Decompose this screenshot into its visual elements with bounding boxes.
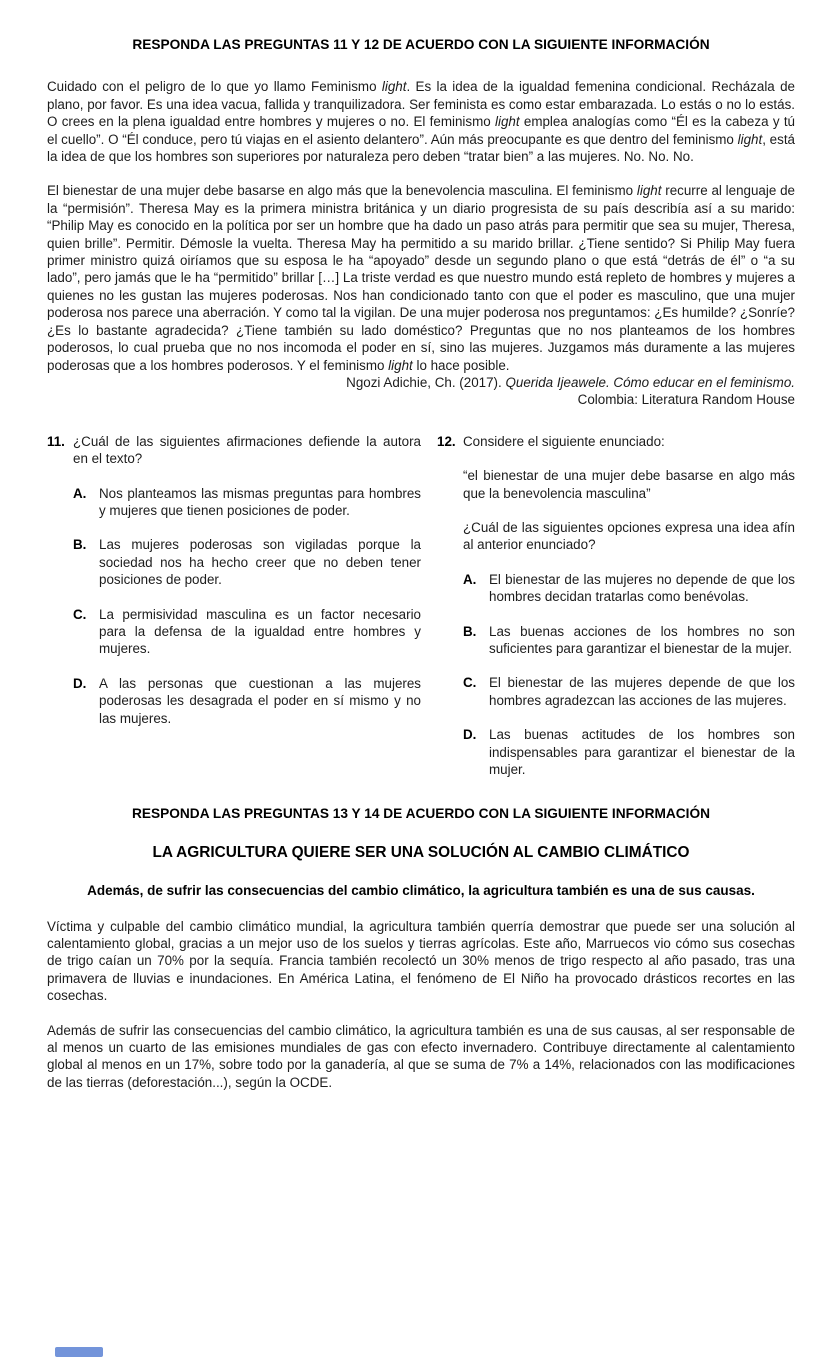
option-letter: B. [463,623,477,639]
option-text: A las personas que cuestionan a las mujeres poderosas les desagrada el poder en sí mismo y no las mujeres. [99,675,421,726]
passage-paragraph-2: El bienestar de una mujer debe basarse en algo más que la benevolencia masculina. El feminismo light recurre al lenguaje de la “permisión”. Theresa May es la primera ministra británica y un diario progresista de su país describía así a su marido: “Philip May es conocido en la política por ser un hombre que ha dado un paso atrás para permitir que sea su mujer, Theresa, quien brille”. Permitir. Démosle la vuelta. Theresa May ha permitido a su marido brillar. ¿Tiene sentido? Si Philip May fuera primer ministro quizá oiríamos que su esposa le ha “apoyado” desde un segundo plano o que está “detrás de él” o “a su lado”, pero jamás que le ha “permitido” brillar […] La triste verdad es que nuestro mundo está repleto de hombres y mujeres a quienes no les gustan las mujeres poderosas. Nos han condicionado tanto con que el poder es masculino, que una mujer poderosa nos parece una aberración. Y como tal la vigilan. De una mujer poderosa nos preguntamos: ¿Es humilde? ¿Sonríe? ¿Es lo bastante agradecida? ¿Tiene también su lado doméstico? Preguntas que no nos planteamos de los hombres poderosos, lo cual prueba que no nos incomoda el poder en sí, sino las mujeres. Juzgamos más duramente a las mujeres poderosas que a los hombres poderosos. Y el feminismo light lo hace posible. [47,183,795,373]
questions-row [47,433,795,779]
option-letter: C. [463,675,477,691]
article-subtitle: Además, de sufrir las consecuencias del cambio climático, la agricultura también es una de sus causas. [87,883,755,899]
option-text: Las buenas acciones de los hombres no son suficientes para garantizar el bienestar de la mujer. [489,623,795,656]
question-11-option-d [47,675,421,727]
option-text: Las mujeres poderosas son vigiladas porque la sociedad nos ha hecho creer que no deben tener posiciones de poder. [99,537,421,588]
option-letter: B. [73,537,87,553]
citation-publisher-line: Colombia: Literatura Random House [577,392,795,408]
question-11-option-c [47,606,421,658]
question-12-option-b [437,623,795,658]
option-letter: D. [73,675,87,691]
question-11-option-a [47,485,421,520]
partial-blue-element[interactable] [55,1347,103,1357]
option-letter: A. [463,571,477,587]
section-header-13-14: RESPONDA LAS PREGUNTAS 13 Y 14 DE ACUERDO CON LA SIGUIENTE INFORMACIÓN [132,806,710,822]
question-12-prompt-2: ¿Cuál de las siguientes opciones expresa una idea afín al anterior enunciado? [463,519,795,553]
section-13-14 [47,805,795,1091]
question-11-option-b [47,536,421,588]
question-12 [437,433,795,779]
option-text: El bienestar de las mujeres no depende de que los hombres decidan tratarlas como benévolas. [489,571,795,605]
question-12-prompt: Considere el siguiente enunciado: [463,433,665,449]
option-text: Nos planteamos las mismas preguntas para hombres y mujeres que tienen posiciones de poder. [99,485,421,518]
question-12-option-d [437,726,795,778]
option-text: La permisividad masculina es un factor necesario para la defensa de la igualdad entre hombres y mujeres. [99,606,421,657]
question-12-number: 12. [437,433,456,449]
article-paragraph-1: Víctima y culpable del cambio climático mundial, la agricultura también querría demostrar que puede ser una solución al calentamiento global, gracias a un mejor uso de los suelos y tierras agrícolas. Este año, Marruecos vio cómo sus cosechas de trigo caían un 70% por la sequía. Francia también recolectó un 30% menos de trigo respecto al año pasado, tras una primavera de lluvias e inundaciones. En América Latina, el fenómeno de El Niño ha provocado drásticos recortes en las cosechas. [47,918,795,1004]
option-text: Las buenas actitudes de los hombres son indispensables para garantizar el bienestar de la mujer. [489,727,795,777]
question-11-number: 11. [47,433,65,449]
question-11-prompt: ¿Cuál de las siguientes afirmaciones defiende la autora en el texto? [73,433,421,467]
question-12-quote: “el bienestar de una mujer debe basarse en algo más que la benevolencia masculina” [463,468,795,501]
citation-author-line: Ngozi Adichie, Ch. (2017). Querida Ijeawele. Cómo educar en el feminismo. [346,374,795,390]
article-title: LA AGRICULTURA QUIERE SER UNA SOLUCIÓN AL CAMBIO CLIMÁTICO [152,843,690,861]
option-letter: A. [73,485,87,501]
question-12-option-c [437,674,795,709]
question-11 [47,433,421,779]
option-letter: C. [73,606,87,622]
passage-paragraph-1: Cuidado con el peligro de lo que yo llamo Feminismo light. Es la idea de la igualdad femenina condicional. Recházala de plano, por favor. Es una idea vacua, fallida y tranquilizadora. Ser feminista es como estar embarazada. Lo estás o no lo estás. O crees en la plena igualdad entre hombres y mujeres o no. El feminismo light emplea analogías como “Él es la cabeza y tú el cuello”. O “Él conduce, pero tú viajas en el asiento delantero”. Aún más preocupante es que dentro del feminismo light, está la idea de que los hombres son superiores por naturaleza pero deben “tratar bien” a las mujeres. No. No. No. [47,79,795,165]
article-paragraph-2: Además de sufrir las consecuencias del cambio climático, la agricultura también es una de sus causas, al ser responsable de al menos un cuarto de las emisiones mundiales de gas con efecto invernadero. Contribuye directamente al calentamiento global al menos en un 17%, sobre todo por la ganadería, al que se suma de 7% a 14%, relacionados con las modificaciones de las tierras (deforestación...), según la OCDE. [47,1022,795,1090]
section-header-11-12: RESPONDA LAS PREGUNTAS 11 Y 12 DE ACUERDO CON LA SIGUIENTE INFORMACIÓN [132,37,710,52]
question-12-option-a [437,571,795,606]
option-letter: D. [463,727,477,743]
option-text: El bienestar de las mujeres depende de que los hombres agradezcan las acciones de las mujeres. [489,675,795,708]
